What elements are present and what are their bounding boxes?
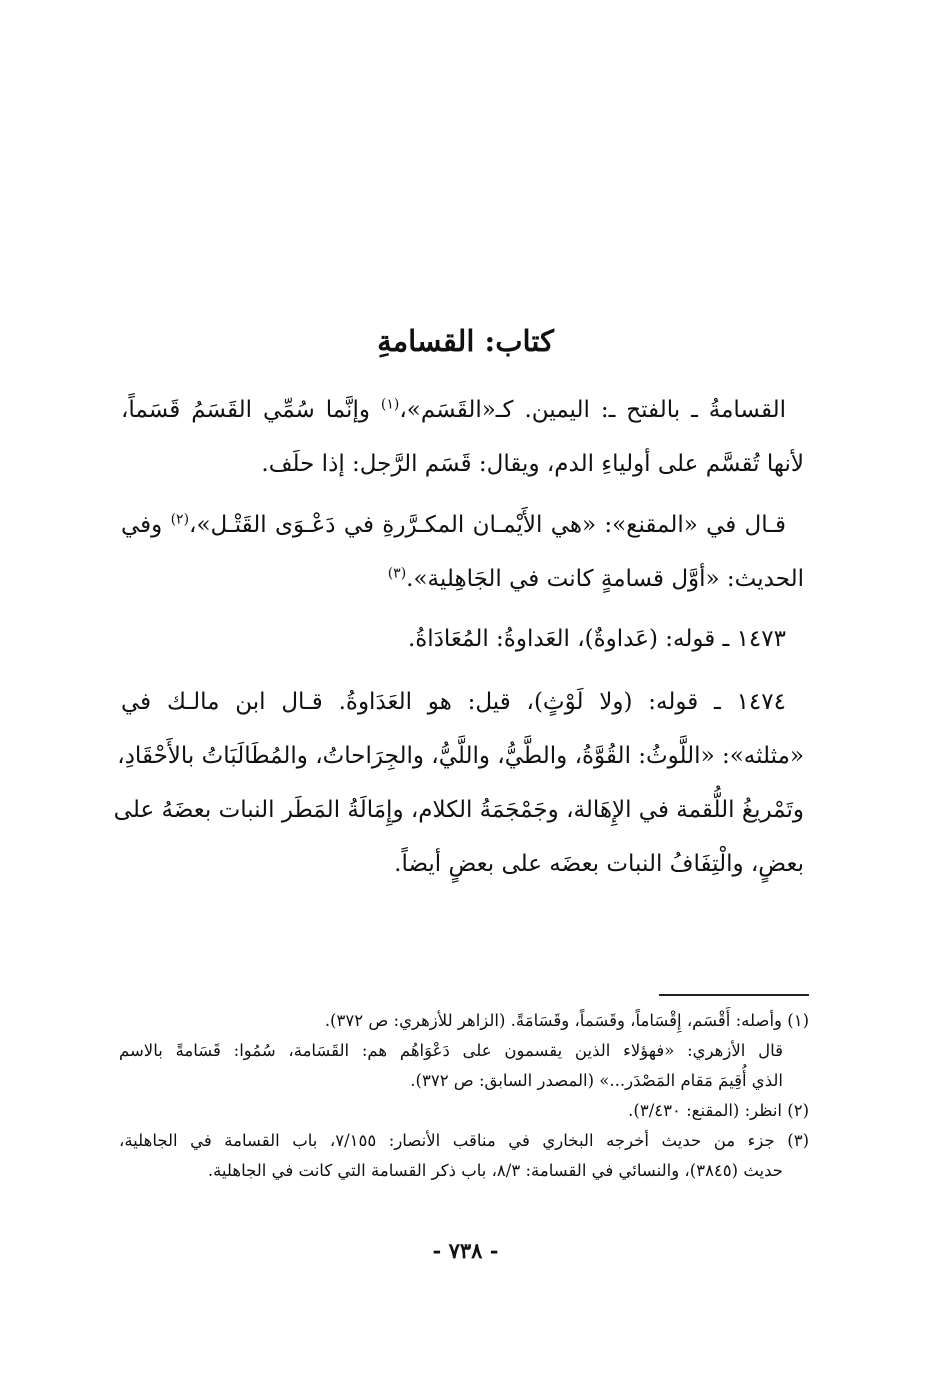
footnote-line: (٣) جزء من حديث أخرجه البخاري في مناقب الأنصار: ٧/١٥٥، باب القسامة في الجاهلية، (119, 1131, 809, 1150)
entry-1474 (113, 675, 804, 891)
footnote-line: (١) وأصله: أَقْسَم، إِقْسَاماً، وقَسَماً، وقَسَامَةً. (الزاهر للأزهري: ص ٣٧٢). (324, 1011, 809, 1030)
footnote-ref: (١) (380, 396, 400, 413)
footnote-ref: (٢) (170, 511, 190, 528)
line-text: وإنَّما سُمِّي القَسَمُ قَسَماً، (121, 397, 370, 423)
paragraph-definition (121, 383, 804, 491)
page-number: - ٧٣٨ - (432, 1238, 499, 1263)
paragraph-line: بعضٍ، والْتِفَافُ النبات بعضَه على بعضٍ أيضاً. (394, 851, 804, 877)
paragraph-muqni (121, 498, 804, 606)
chapter-title: كتاب: القسامةِ (377, 324, 554, 358)
paragraph-line (121, 552, 804, 606)
footnote-divider (659, 994, 809, 996)
footnote-line: قال الأزهري: «فهؤلاء الذين يقسمون على دَعْوَاهُم هم: القَسَامة، سُمُوا: قَسَامةً بالاسم (119, 1041, 783, 1060)
paragraph-line (121, 498, 804, 552)
line-text: الحديث: «أوَّل قسامةٍ كانت في الجَاهِلية». (406, 566, 804, 592)
entry-1473 (121, 612, 804, 666)
footnotes (119, 1006, 809, 1186)
paragraph-line: لأنها تُقسَّم على أولياءِ الدم، ويقال: قَسَم الرَّجل: إذا حلَف. (261, 451, 804, 477)
footnote-line: (٢) انظر: (المقنع: ٣/٤٣٠). (628, 1101, 809, 1120)
line-text: وفي (121, 512, 163, 538)
line-text: قـال في «المقنع»: «هي الأَيْمـان المكـرَّرةِ في دَعْـوَى القَتْـل»، (189, 512, 786, 538)
paragraph-line (121, 383, 804, 437)
paragraph-line (121, 675, 804, 729)
paragraph-line (121, 612, 804, 666)
footnote-line: حديث (٣٨٤٥)، والنسائي في القسامة: ٨/٣، باب ذكر القسامة التي كانت في الجاهلية. (207, 1161, 783, 1180)
line-text: القسامةُ ـ بالفتح ـ: اليمين. كـ«القَسَم»، (399, 397, 786, 423)
line-text: ١٤٧٣ ـ قوله: (عَداوةٌ)، العَداوةُ: المُعَادَاةُ. (407, 626, 786, 652)
footnote-ref: (٣) (387, 565, 407, 582)
paragraph-line: «مثلثه»: «اللَّوثُ: القُوَّةُ، والطَّيُّ، واللَّيُّ، والجِرَاحاتُ، والمُطَالَبَاتُ بالأَحْقَادِ، (117, 743, 804, 769)
footnote-line: الذي أُقِيمَ مَقام المَصْدَر...» (المصدر السابق: ص ٣٧٢). (410, 1071, 783, 1090)
paragraph-line: وتَمْريغُ اللُّقمة في الإِهَالة، وجَمْجَمَةُ الكلام، وإِمَالَةُ المَطَر النبات بعضَهُ على (113, 797, 804, 823)
line-text: ١٤٧٤ ـ قوله: (ولا لَوْثٍ)، قيل: هو العَدَاوةُ. قـال ابن مالـك في (121, 689, 786, 715)
